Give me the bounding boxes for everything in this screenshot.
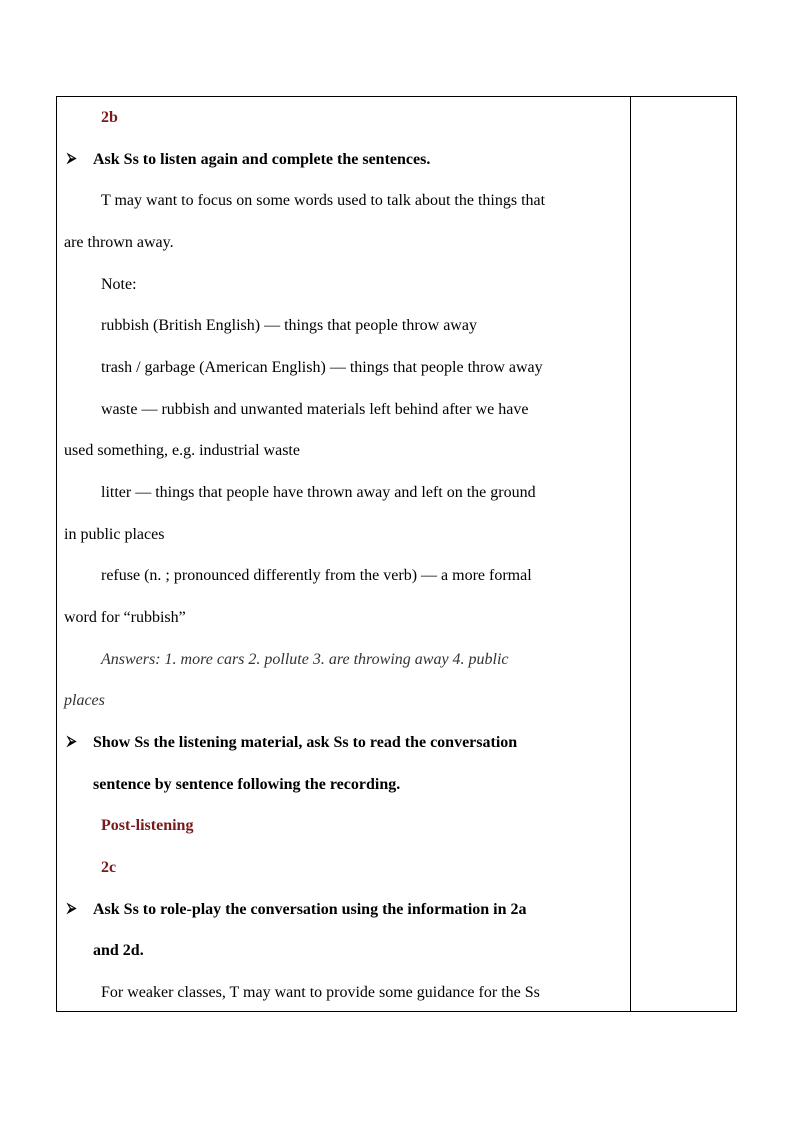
definition-litter-continued: in public places <box>64 526 165 543</box>
lesson-table <box>56 96 737 1012</box>
post-listening-heading: Post-listening <box>101 817 194 834</box>
term-litter: litter <box>101 484 132 501</box>
dash-icon: — <box>421 567 438 584</box>
dash-icon: — <box>141 401 158 418</box>
definition-rubbish <box>101 316 477 336</box>
meaning-refuse: a more formal <box>441 567 532 584</box>
meaning-litter: things that people have thrown away and left on the ground <box>155 484 536 501</box>
note-label: Note: <box>101 276 137 293</box>
dash-icon: — <box>264 317 281 334</box>
term-refuse: refuse (n. ; pronounced differently from the verb) <box>101 567 418 584</box>
section-2c-heading: 2c <box>101 859 117 876</box>
dash-icon: — <box>329 359 346 376</box>
definition-refuse <box>101 566 532 586</box>
term-waste: waste <box>101 401 138 418</box>
definition-refuse-continued: word for “rubbish” <box>64 609 186 626</box>
paragraph-focus-words-2: are thrown away. <box>64 234 174 251</box>
definition-waste <box>101 400 528 420</box>
section-2b-heading: 2b <box>101 109 118 126</box>
paragraph-focus-words-1: T may want to focus on some words used to talk about the things that <box>101 192 546 209</box>
dash-icon: — <box>135 484 152 501</box>
definition-trash <box>101 358 543 378</box>
meaning-trash: things that people throw away <box>349 359 543 376</box>
column-divider <box>630 97 631 1011</box>
definition-waste-continued: used something, e.g. industrial waste <box>64 442 300 459</box>
bullet-arrow-icon: ⮚ <box>67 150 77 165</box>
term-trash: trash / garbage (American English) <box>101 359 326 376</box>
bullet-show-material-continued: sentence by sentence following the recording. <box>93 776 401 793</box>
bullet-arrow-icon: ⮚ <box>67 900 77 915</box>
definition-litter <box>101 483 536 503</box>
bullet-listen-again: Ask Ss to listen again and complete the sentences. <box>93 151 431 168</box>
answers-line: Answers: 1. more cars 2. pollute 3. are throwing away 4. public <box>101 651 509 668</box>
term-rubbish: rubbish (British English) <box>101 317 261 334</box>
meaning-rubbish: things that people throw away <box>284 317 477 334</box>
bullet-show-material: Show Ss the listening material, ask Ss to read the conversation <box>93 734 518 751</box>
meaning-waste: rubbish and unwanted materials left behind after we have <box>161 401 529 418</box>
bullet-arrow-icon: ⮚ <box>67 733 77 748</box>
bullet-role-play-continued: and 2d. <box>93 942 144 959</box>
paragraph-weaker-classes: For weaker classes, T may want to provide some guidance for the Ss <box>101 984 540 1001</box>
answers-line-continued: places <box>64 692 105 709</box>
bullet-role-play: Ask Ss to role-play the conversation using the information in 2a <box>93 901 527 918</box>
